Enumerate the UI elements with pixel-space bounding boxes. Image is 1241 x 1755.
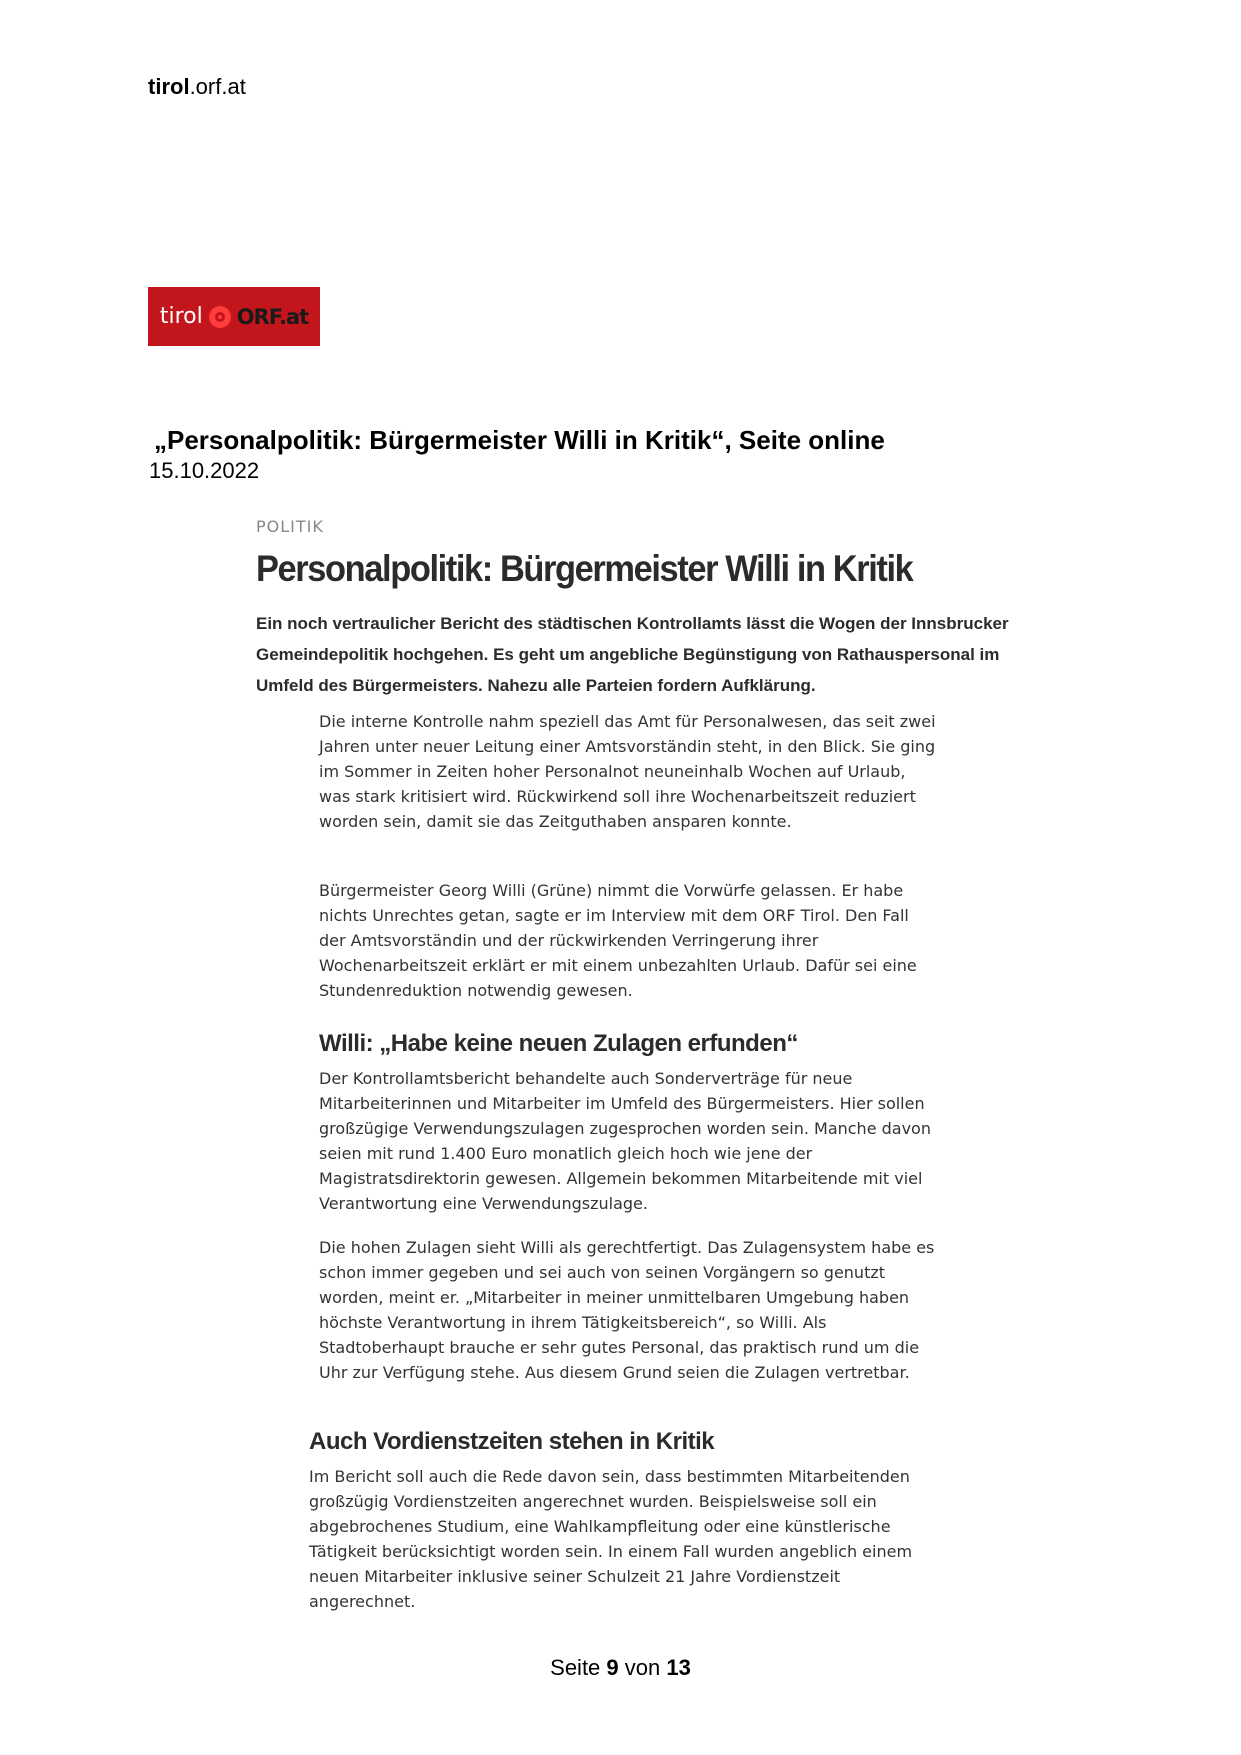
article-headline: Personalpolitik: Bürgermeister Willi in Kritik bbox=[256, 548, 913, 589]
document-date: 15.10.2022 bbox=[149, 458, 260, 483]
paragraph-3 bbox=[319, 1066, 939, 1216]
article-category: POLITIK bbox=[256, 517, 324, 536]
orf-eye-icon bbox=[209, 306, 231, 328]
subheading-1: Willi: „Habe keine neuen Zulagen erfunden“ bbox=[319, 1030, 798, 1057]
subheading-2: Auch Vordienstzeiten stehen in Kritik bbox=[309, 1428, 715, 1455]
orf-logo bbox=[148, 287, 320, 346]
paragraph-4 bbox=[319, 1235, 939, 1385]
paragraph-text: Im Bericht soll auch die Rede davon sein, dass bestimmten Mitarbeitenden großzügig Vordienstzeiten angerechnet wurden. Beispielsweise soll ein abgebrochenes Studium, eine Wahlkampfleitung oder eine künstlerische Tätigkeit berücksichtigt worden sein. In einem Fall wurden angeblich einem neuen Mitarbeiter inklusive seiner Schulzeit 21 Jahre Vordienstzeit angerechnet. bbox=[309, 1467, 913, 1611]
paragraph-1 bbox=[319, 709, 939, 834]
article-lead: Ein noch vertraulicher Bericht des städtischen Kontrollamts lässt die Wogen der Innsbrucker Gemeindepolitik hochgehen. Es geht um angebliche Begünstigung von Rathauspersonal im Umfeld des Bürgermeisters. Nahezu alle Parteien fordern Aufklärung. bbox=[256, 614, 1009, 695]
site-name-rest: .orf.at bbox=[189, 74, 246, 99]
paragraph-text: Bürgermeister Georg Willi (Grüne) nimmt die Vorwürfe gelassen. Er habe nichts Unrechtes getan, sagte er im Interview mit dem ORF Tirol. Den Fall der Amtsvorständin und der rückwirkenden Verringerung ihrer Wochenarbeitszeit erklärt er mit einem unbezahlten Urlaub. Dafür sei eine Stundenreduktion notwendig gewesen. bbox=[319, 881, 917, 1000]
current-page: 9 bbox=[606, 1655, 619, 1680]
site-name-bold: tirol bbox=[148, 74, 190, 99]
page-number bbox=[0, 1655, 1241, 1681]
total-pages: 13 bbox=[666, 1655, 691, 1680]
logo-right: ORF.at bbox=[236, 304, 309, 329]
paragraph-text: Die hohen Zulagen sieht Willi als gerechtfertigt. Das Zulagensystem habe es schon immer gegeben und sei auch von seinen Vorgängern so genutzt worden, meint er. „Mitarbeiter in meiner unmittelbaren Umgebung haben höchste Verantwortung in ihrem Tätigkeitsbereich“, so Willi. Als Stadtoberhaupt brauche er sehr gutes Personal, das praktisch rund um die Uhr zur Verfügung stehe. Aus diesem Grund seien die Zulagen vertretbar. bbox=[319, 1238, 935, 1382]
site-name bbox=[148, 74, 246, 100]
page-mid: von bbox=[618, 1655, 667, 1680]
logo-left: tirol bbox=[159, 304, 203, 329]
paragraph-text: Der Kontrollamtsbericht behandelte auch Sonderverträge für neue Mitarbeiterinnen und Mitarbeiter im Umfeld des Bürgermeisters. Hier sollen großzügige Verwendungszulagen zugesprochen worden sein. Manche davon seien mit rund 1.400 Euro monatlich gleich hoch wie jene der Magistratsdirektorin gewesen. Allgemein bekommen Mitarbeitende mit viel Verantwortung eine Verwendungszulage. bbox=[319, 1069, 931, 1213]
paragraph-2 bbox=[319, 878, 939, 1003]
paragraph-5 bbox=[309, 1464, 934, 1614]
page-prefix: Seite bbox=[550, 1655, 607, 1680]
paragraph-text: Die interne Kontrolle nahm speziell das Amt für Personalwesen, das seit zwei Jahren unter neuer Leitung einer Amtsvorständin steht, in den Blick. Sie ging im Sommer in Zeiten hoher Personalnot neuneinhalb Wochen auf Urlaub, was stark kritisiert wird. Rückwirkend soll ihre Wochenarbeitszeit reduziert worden sein, damit sie das Zeitguthaben ansparen konnte. bbox=[319, 712, 936, 831]
document-title: „Personalpolitik: Bürgermeister Willi in Kritik“, Seite online bbox=[154, 425, 885, 455]
